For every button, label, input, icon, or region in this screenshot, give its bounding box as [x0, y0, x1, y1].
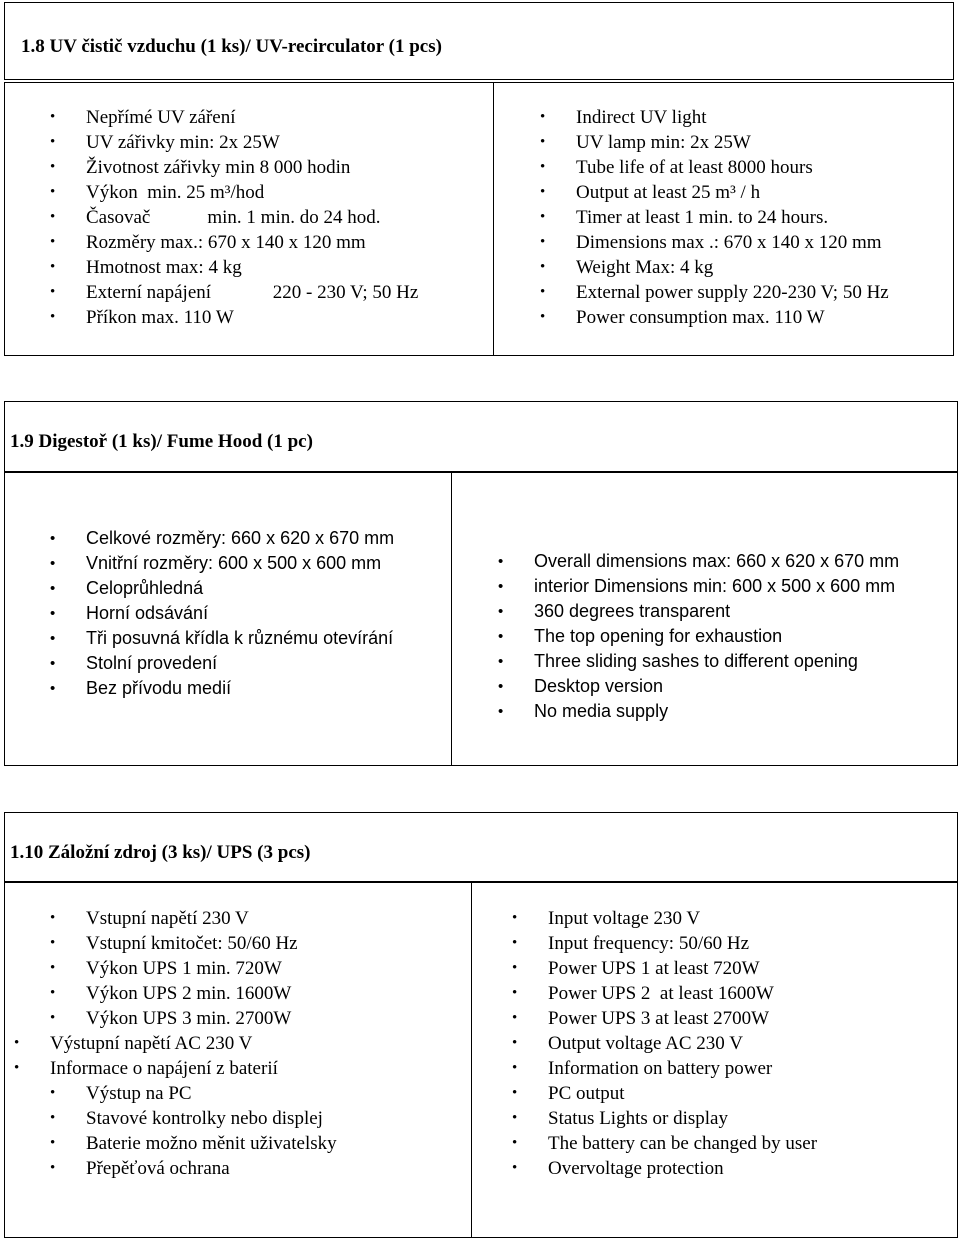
list-item: • Hmotnost max: 4 kg [50, 257, 242, 278]
bullet-icon: • [540, 234, 546, 250]
list-item: • Indirect UV light [540, 107, 707, 128]
list-item: • Vstupní napětí 230 V [50, 908, 249, 929]
bullet-icon: • [498, 653, 504, 670]
bullet-icon: • [50, 284, 56, 300]
bullet-icon: • [50, 134, 56, 150]
list-item: • Celoprůhledná [50, 576, 394, 601]
list-item: • Životnost zářivky min 8 000 hodin [50, 157, 351, 178]
list-item: • The battery can be changed by user [512, 1133, 818, 1154]
list-item: • Výkon min. 25 m³/hod [50, 182, 265, 203]
list-item: • Celkové rozměry: 660 x 620 x 670 mm [50, 526, 394, 551]
bullet-icon: • [50, 259, 56, 275]
bullet-icon: • [50, 209, 56, 225]
bullet-icon: • [498, 703, 504, 720]
list-item: • Přepěťová ochrana [50, 1158, 230, 1179]
bullet-icon: • [512, 960, 518, 976]
bullet-icon: • [512, 985, 518, 1001]
section-1-9-title: 1.9 Digestoř (1 ks)/ Fume Hood (1 pc) [10, 431, 313, 452]
list-item: • Power UPS 3 at least 2700W [512, 1008, 770, 1029]
bullet-icon: • [50, 309, 56, 325]
bullet-icon: • [540, 259, 546, 275]
list-item: • UV lamp min: 2x 25W [540, 132, 751, 153]
bullet-icon: • [50, 605, 56, 622]
list-item: • Bez přívodu medií [50, 676, 394, 701]
list-item: • Power consumption max. 110 W [540, 307, 825, 328]
bullet-icon: • [512, 1110, 518, 1126]
list-item: • Power UPS 2 at least 1600W [512, 983, 774, 1004]
list-item: • Rozměry max.: 670 x 140 x 120 mm [50, 232, 366, 253]
list-item: • Informace o napájení z baterií [14, 1058, 278, 1079]
section-1-9-czech-list [50, 526, 394, 701]
section-1-8-title: 1.8 UV čistič vzduchu (1 ks)/ UV-recirculator (1 pcs) [21, 36, 442, 57]
list-item: • Dimensions max .: 670 x 140 x 120 mm [540, 232, 882, 253]
bullet-icon: • [498, 603, 504, 620]
list-item: • Output voltage AC 230 V [512, 1033, 743, 1054]
list-item: • The top opening for exhaustion [498, 624, 899, 649]
bullet-icon: • [50, 985, 56, 1001]
bullet-icon: • [50, 960, 56, 976]
bullet-icon: • [540, 209, 546, 225]
list-item: • UV zářivky min: 2x 25W [50, 132, 280, 153]
bullet-icon: • [512, 1035, 518, 1051]
list-item: • Three sliding sashes to different opening [498, 649, 899, 674]
list-item: • Desktop version [498, 674, 899, 699]
bullet-icon: • [50, 630, 56, 647]
section-1-10-divider [471, 882, 472, 1238]
list-item: • interior Dimensions min: 600 x 500 x 600 mm [498, 574, 899, 599]
list-item: • Information on battery power [512, 1058, 773, 1079]
bullet-icon: • [498, 678, 504, 695]
bullet-icon: • [512, 1135, 518, 1151]
list-item: • Weight Max: 4 kg [540, 257, 714, 278]
section-1-10-czech-list [14, 906, 337, 1181]
list-item: • Overvoltage protection [512, 1158, 724, 1179]
bullet-icon: • [50, 1085, 56, 1101]
list-item: • Výkon UPS 1 min. 720W [50, 958, 282, 979]
list-item: • Výkon UPS 2 min. 1600W [50, 983, 292, 1004]
list-item: • Timer at least 1 min. to 24 hours. [540, 207, 829, 228]
section-1-9-divider [451, 472, 452, 766]
bullet-icon: • [498, 578, 504, 595]
list-item: • Výkon UPS 3 min. 2700W [50, 1008, 292, 1029]
list-item: • Input frequency: 50/60 Hz [512, 933, 750, 954]
section-1-8-english-list [540, 105, 889, 330]
list-item: • 360 degrees transparent [498, 599, 899, 624]
list-item: • Horní odsávání [50, 601, 394, 626]
bullet-icon: • [512, 1060, 518, 1076]
section-1-8-divider [493, 82, 494, 356]
bullet-icon: • [512, 1010, 518, 1026]
bullet-icon: • [50, 1135, 56, 1151]
bullet-icon: • [50, 580, 56, 597]
list-item: • Power UPS 1 at least 720W [512, 958, 760, 979]
bullet-icon: • [540, 309, 546, 325]
section-1-10-english-list [512, 906, 817, 1181]
bullet-icon: • [540, 184, 546, 200]
bullet-icon: • [540, 159, 546, 175]
list-item: • Externí napájení 220 - 230 V; 50 Hz [50, 282, 419, 303]
list-item: • Výstup na PC [50, 1083, 192, 1104]
list-item: • Vnitřní rozměry: 600 x 500 x 600 mm [50, 551, 394, 576]
bullet-icon: • [50, 159, 56, 175]
list-item: • Baterie možno měnit uživatelsky [50, 1133, 337, 1154]
bullet-icon: • [50, 910, 56, 926]
bullet-icon: • [540, 109, 546, 125]
list-item: • External power supply 220-230 V; 50 Hz [540, 282, 889, 303]
list-item: • No media supply [498, 699, 899, 724]
bullet-icon: • [512, 910, 518, 926]
bullet-icon: • [50, 1160, 56, 1176]
section-1-8-czech-list [50, 105, 418, 330]
list-item: • Nepřímé UV záření [50, 107, 236, 128]
bullet-icon: • [50, 1110, 56, 1126]
bullet-icon: • [50, 234, 56, 250]
bullet-icon: • [14, 1035, 20, 1051]
bullet-icon: • [512, 1160, 518, 1176]
list-item: • Status Lights or display [512, 1108, 728, 1129]
list-item: • Input voltage 230 V [512, 908, 701, 929]
bullet-icon: • [50, 680, 56, 697]
bullet-icon: • [512, 1085, 518, 1101]
bullet-icon: • [50, 530, 56, 547]
section-1-10-title: 1.10 Záložní zdroj (3 ks)/ UPS (3 pcs) [10, 842, 311, 863]
bullet-icon: • [498, 628, 504, 645]
bullet-icon: • [540, 284, 546, 300]
bullet-icon: • [50, 109, 56, 125]
section-1-9-english-list [498, 549, 899, 724]
list-item: • PC output [512, 1083, 625, 1104]
list-item: • Stolní provedení [50, 651, 394, 676]
bullet-icon: • [14, 1060, 20, 1076]
list-item: • Stavové kontrolky nebo displej [50, 1108, 323, 1129]
bullet-icon: • [540, 134, 546, 150]
list-item: • Overall dimensions max: 660 x 620 x 670 mm [498, 549, 899, 574]
bullet-icon: • [50, 935, 56, 951]
bullet-icon: • [498, 553, 504, 570]
bullet-icon: • [50, 184, 56, 200]
list-item: • Výstupní napětí AC 230 V [14, 1033, 253, 1054]
list-item: • Vstupní kmitočet: 50/60 Hz [50, 933, 298, 954]
list-item: • Tube life of at least 8000 hours [540, 157, 813, 178]
bullet-icon: • [50, 1010, 56, 1026]
list-item: • Časovač min. 1 min. do 24 hod. [50, 207, 381, 228]
list-item: • Příkon max. 110 W [50, 307, 234, 328]
list-item: • Tři posuvná křídla k různému otevírání [50, 626, 394, 651]
bullet-icon: • [50, 555, 56, 572]
list-item: • Output at least 25 m³ / h [540, 182, 761, 203]
bullet-icon: • [512, 935, 518, 951]
bullet-icon: • [50, 655, 56, 672]
